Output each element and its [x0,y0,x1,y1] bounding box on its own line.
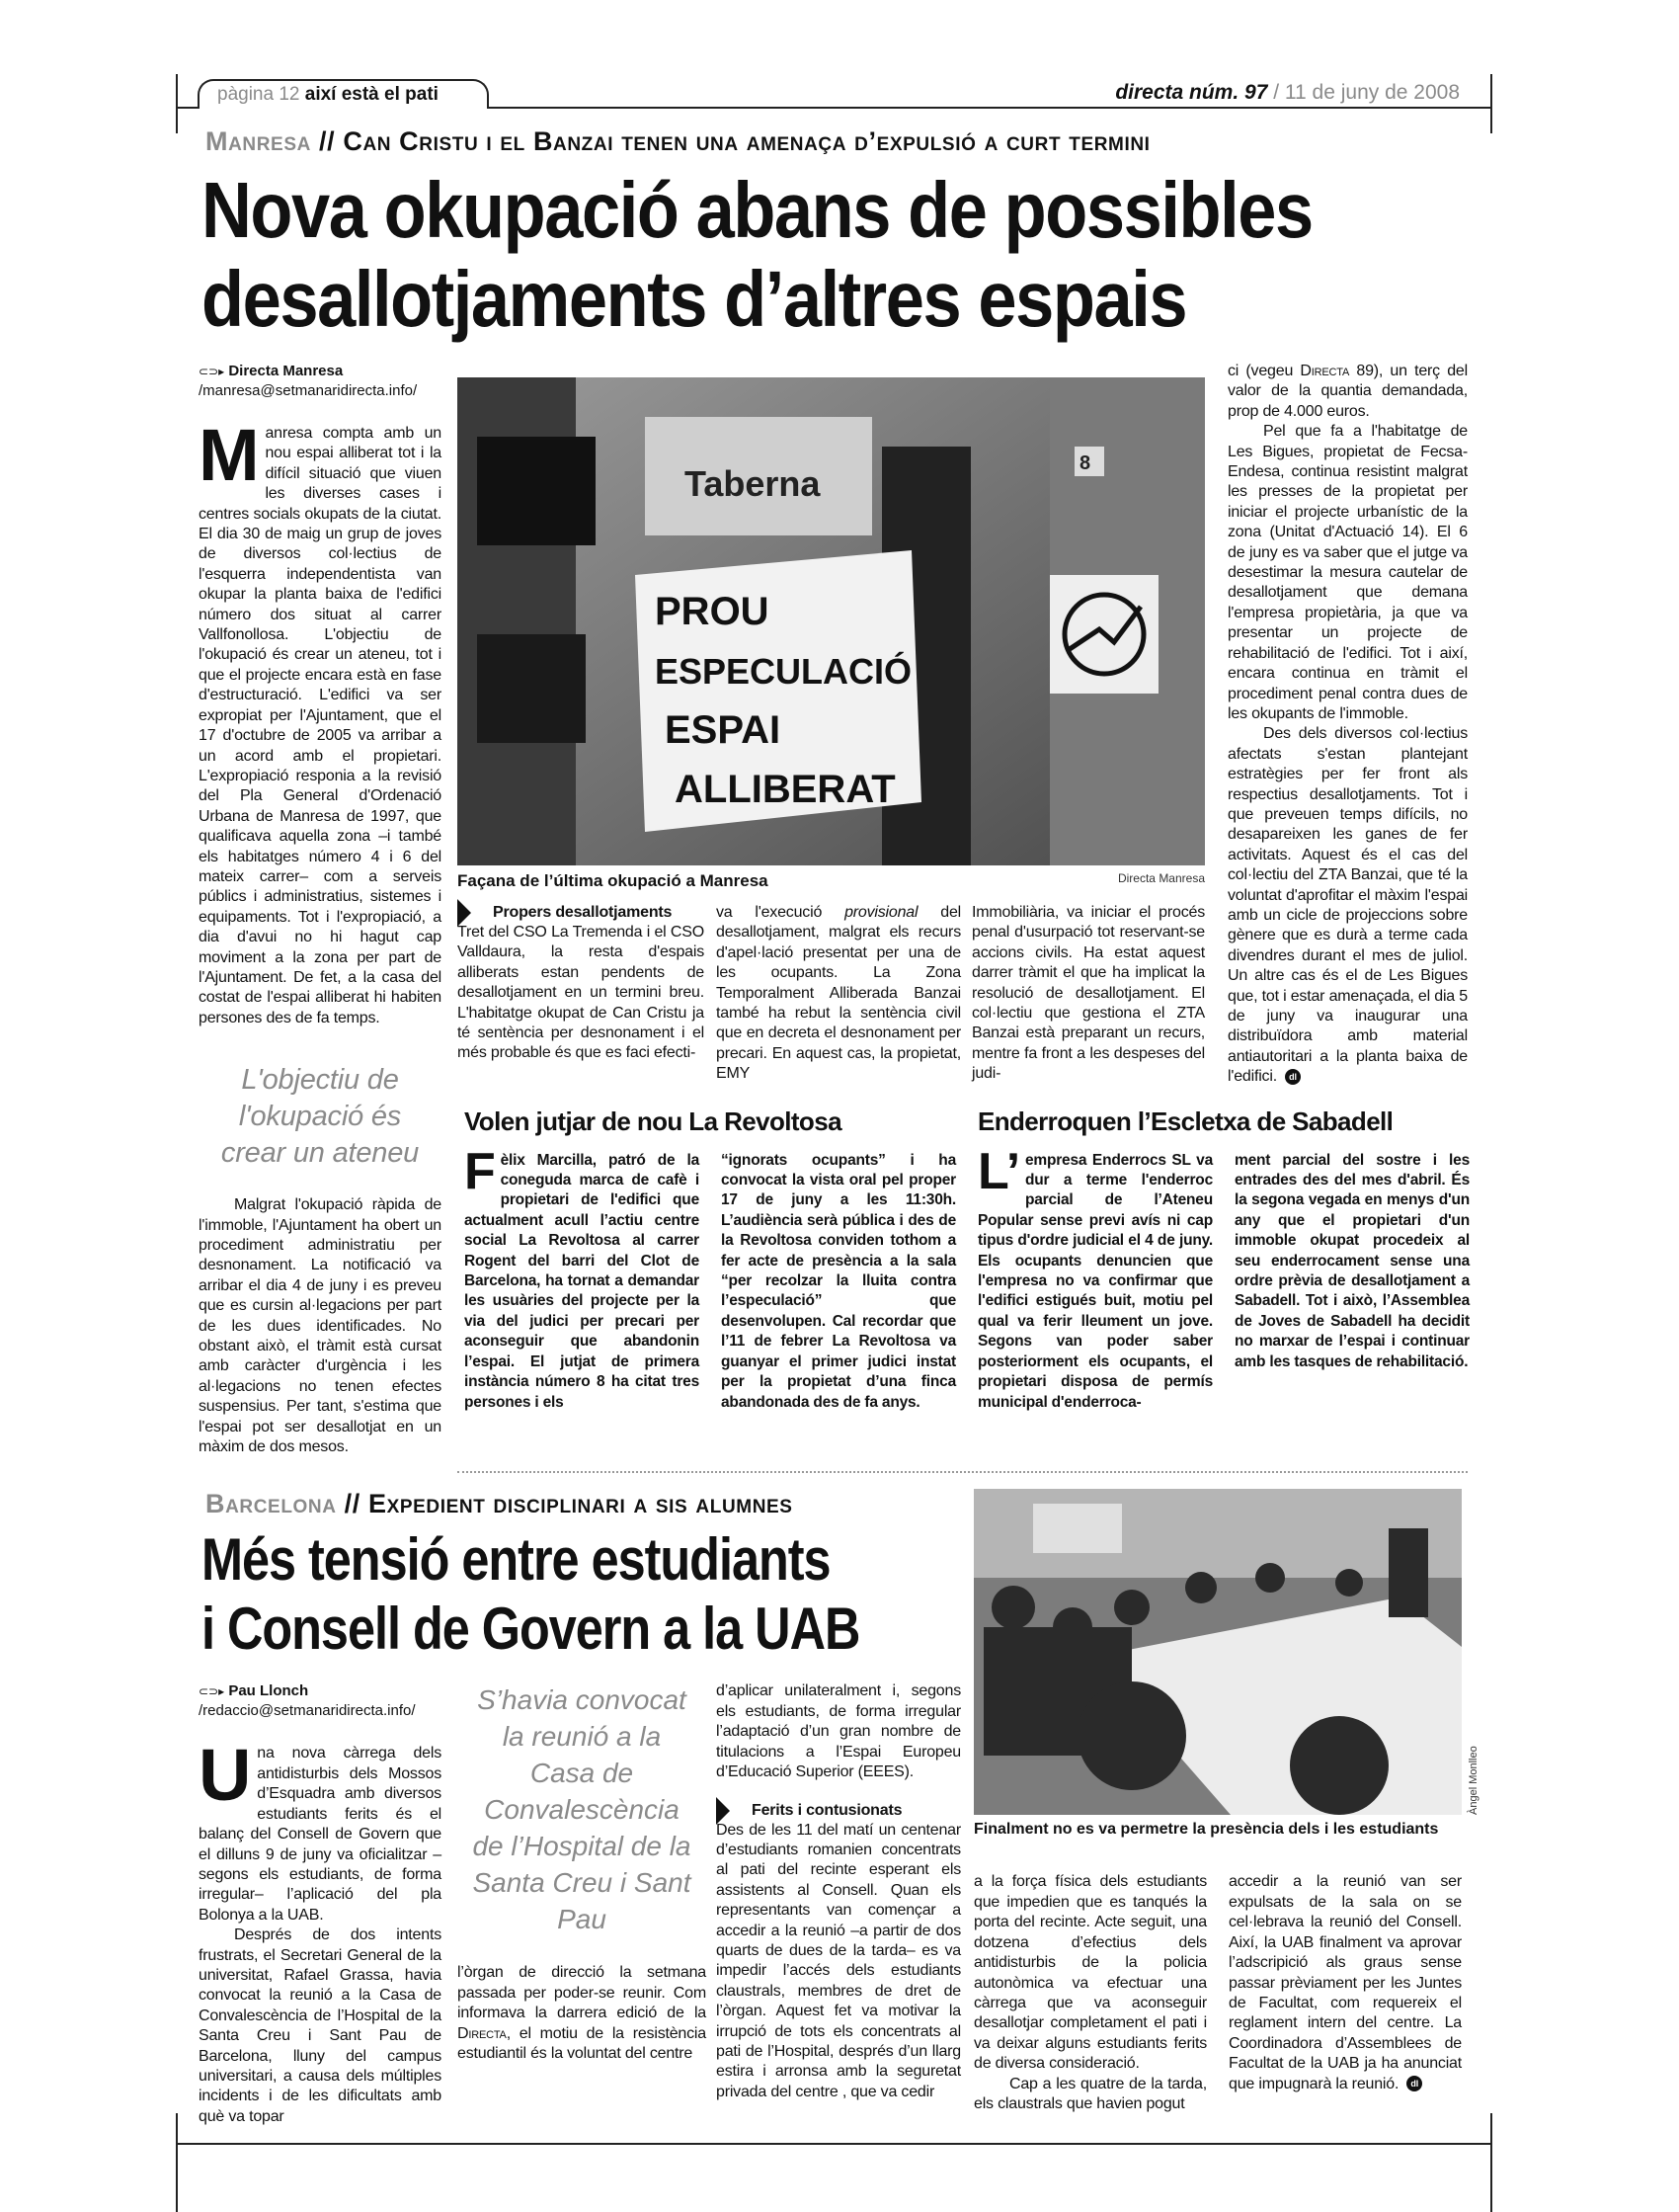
photo-credit: Directa Manresa [1117,871,1205,885]
article2-byline [199,1681,441,1720]
drop-cap: F [464,1142,496,1200]
author-name: Directa Manresa [228,363,344,379]
frame-right-bottom [1490,2113,1492,2212]
headline-line: desallotjaments d’altres espais [201,255,1187,343]
publication-issue: directa núm. 97 [1115,81,1268,104]
meeting-image [974,1489,1462,1815]
drop-cap: U [199,1734,252,1817]
article1-col1 [199,362,441,1457]
paragraph: “ignorats ocupants” i ha convocat la vista oral pel proper 17 de juny a les 11:30h. L’audiència serà pública i des de la Revoltosa conviden tothom a fer acte de presència a la sala “per recolzar la lluita contra l’especulació” que desenvolupen. Cal recordar que l’11 de febrer La Revoltosa va guanyar el primer judici instat per la propietat d’una finca abandonada des de fa anys. [721,1151,956,1411]
footer-area [199,2143,1468,2182]
subhead-text: Propers desallotjaments [493,904,673,921]
photo-meeting [974,1489,1462,1815]
page-section-tab [198,79,489,109]
photo-caption: Façana de l’última okupació a Manresa [457,871,768,890]
subhead-text: Ferits i contusionats [752,1801,903,1819]
paragraph: Des de les 11 del matí un centenar d’estudiants romanien concentrats al pati del recinte esperant els assistents al Consell. Quan els representants van començar a accedir a la reunió –a partir de dos quarts de dues de la tarda– es va impedir l’accés dels estudiants claustrals, membres de dret de l’òrgan. Aquest fet va motivar la irrupció de tots els concentrats al pati de l’Hospital, després d’un llarg estira i arronsa amb la seguretat privada del centre , que va cedir [716,1821,961,2100]
article2-col2 [457,1681,706,2064]
article2-col1 [199,1681,441,2127]
text: , el motiu de la resistència estudiantil és la voluntat del centre [457,2024,706,2063]
text: del desallotjament, malgrat els recurs d'apel·lació presentat per una de les ocupants. La Zona Temporalment Alliberada Banzai també ha rebut la sentència civil que en decreta el desnonament per precari. En aquest cas, la propietat, EMY [716,904,962,1083]
paragraph: a la força física dels estudiants que impedien que es tanqués la porta del recinte. Acte seguit, una dotzena d’efectius dels antidisturbis de la policia autonòmica va efectuar una càrrega que va aconseguir desallotjar completament el pati i va deixar alguns estudiants ferits de diversa consideració. [974,1873,1207,2073]
subhead [716,1801,961,1821]
frame-right-top [1490,74,1492,133]
issue-date: / 11 de juny de 2008 [1273,81,1460,104]
headline-line: i Consell de Govern a la UAB [201,1596,860,1663]
page-number: pàgina 12 [217,84,300,105]
headline-line: Nova okupació abans de possibles [201,166,1313,254]
author-arrow-icon: ⊂⊃▸ [199,1684,225,1699]
kicker-place: Barcelona [205,1489,337,1519]
paragraph: Després de dos intents frustrats, el Secretari General de la universitat, Rafael Grassa, havia convocat la reunió a la Casa de Convalescència de l’Hospital de la Santa Creu i Sant Pau de Barcelona, lluny del campus universitari, a causa dels múltiples incidents i de les dificultats amb què va topar [199,1926,441,2125]
article2-left [199,1489,961,2127]
paragraph: èlix Marcilla, patró de la coneguda marca de cafè i propietari de l'edifici que actualment acull l’actiu centre social La Revoltosa al carrer Rogent del barri del Clot de Barcelona, ha tornat a demandar les usuàries del projecte per la via del judici per precari per aconseguir que abandonin l’espai. El jutjat de primera instància número 8 ha citat tres persones i els [464,1151,699,1411]
article2-headline [201,1525,860,1664]
paragraph: Des dels diversos col·lectius afectats s'estan plantejant estratègies per fer front als respectius desallotjaments. Tot i que preveuen temps difícils, no desapareixen les ganes de fer activitats. Aquest és el cas del col·lectiu del ZTA Banzai, que té la voluntat d'aprofitar el màxim l'espai amb un cicle de projeccions sobre gènere que es durà a terme cada divendres durant el mes de juliol. Un altre cas és el de Les Bigues que, tot i estar amenaçada, el dia 5 de juny va inaugurar una distribuïdora amb material antiautoritari a la planta baixa de l'edifici. [1228,725,1468,1086]
paragraph: empresa Enderrocs SL va dur a terme l'enderroc parcial de l’Ateneu Popular sense previ avís ni cap tipus d'ordre judicial el 4 de juny. Els ocupants denuncien que l'empresa no va confirmar que l'edifici estigués buit, motiu pel qual va ferir lleument un jove. Segons van poder saber posteriorment els ocupants, el propietari disposa de permís municipal d'enderroca- [978,1151,1213,1411]
kicker-separator: // [319,126,336,156]
photo-credit: Àngel Monlleo [1468,1746,1479,1816]
brief2 [978,1106,1470,1413]
drop-cap: L’ [978,1142,1020,1200]
end-mark-icon: dl [1406,2076,1422,2091]
brief2-col2 [1235,1151,1470,1372]
arrow-marker-icon [457,899,471,927]
text: l’òrgan de direcció la setmana passada per poder-se reunir. Com informava la darrera edició de la [457,1964,706,2022]
photo-meeting-wrap [974,1489,1479,1816]
arrow-marker-icon [716,1797,730,1825]
footer-rule [176,2143,1492,2145]
article2-col4 [974,1872,1207,2114]
brief1-col1 [464,1142,699,1413]
photo-door-number: 8 [1079,452,1091,474]
article1-kicker [205,126,1151,157]
article1-photo-block [457,362,1205,1085]
page-flow [199,362,1479,2182]
photo-caption: Finalment no es va permetre la presència dels i les estudiants [974,1821,1439,1839]
text: 89), un terç del valor de la quantia demandada, prop de 4.000 euros. [1228,363,1468,420]
brief1 [457,1106,959,1413]
author-name: Pau Llonch [228,1682,309,1700]
brief1-title: Volen jutjar de nou La Revoltosa [464,1106,841,1136]
brief2-col1 [978,1142,1213,1413]
banner-text: PROU [655,590,769,633]
paragraph: na nova càrrega dels antidisturbis dels Mossos d’Esquadra amb diversos estudiants ferits és el balanç del Consell de Govern que el dilluns 9 de juny va oficialitzar –segons els estudiants, de forma irregular– l’aplicació del pla Bolonya a la UAB. [199,1745,441,1924]
paragraph: Cap a les quatre de la tarda, els claustrals que havien pogut [974,2075,1207,2112]
banner-text: ESPECULACIÓ [655,651,913,692]
end-mark-icon: dl [1285,1069,1301,1085]
paragraph: Immobiliària, va iniciar el procés penal d'usurpació tot reservant-se accions civils. Ha estat aquest darrer tràmit el que ha implicat la resolució de desallotjament. El col·lectiu que gestiona el ZTA Banzai està preparant un recurs, mentre fa front a les despeses del judi- [972,904,1205,1083]
kicker-text: Can Cristu i el Banzai tenen una amenaça d’expulsió a curt termini [343,126,1151,156]
brief2-title: Enderroquen l’Escletxa de Sabadell [978,1106,1394,1136]
banner-text: ALLIBERAT [675,768,896,811]
paragraph: ment parcial del sostre i les entrades des del mes d'abril. És la segona vegada en menys d'un any que el propietari d'un immoble okupat procedeix al seu enderrocament sense una ordre prèvia de desallotjament a Sabadell. Tot i això, l’Assemblea de Joves de Sabadell ha decidit no marxar de l’espai i continuar amb les tasques de rehabilitació. [1235,1151,1470,1370]
article2-col3 [716,1681,961,2102]
paragraph: anresa compta amb un nou espai alliberat tot i la difícil situació que viuen les diverses cases i centres socials okupats de la ciutat. El dia 30 de maig un grup de joves de diversos col·lectius de l'esquerra independentista van okupar la planta baixa de l'edifici número dos situat al carrer Vallfonollosa. L'objectiu de l'okupació és crear un ateneu, tot i que el projecte encara està en fase d'estructuració. L'edifici va ser expropiat per l'Ajuntament, que el 17 d'octubre de 2005 va arribar a un acord amb el propietari. L'expropiació responia a la revisió del Pla General d'Ordenació Urbana de Manresa de 1997, que qualificava aquella zona –i també els habitatges número 4 i 6 del mateix carrer– com a serveis públics i administratius, sistemes i equipaments. Tot i l'expropiació, a dia d'avui no hi hagut cap moviment a la zona per part de l'Ajuntament. De fet, a la casa del costat de l'espai alliberat hi habiten persones des de fa temps. [199,425,441,1026]
photo-sign-text: Taberna [684,463,821,504]
facade-image [457,377,1205,865]
article1-col3 [716,903,961,1085]
publication-ref: Directa [1300,363,1350,379]
frame-left-bottom [176,2113,178,2212]
article1-col4 [972,903,1205,1085]
article1-section [199,362,1468,1457]
pull-quote: L'objectiu de l'okupació és crear un ateneu [220,1064,420,1170]
kicker-place: Manresa [205,126,311,156]
paragraph: Malgrat l'okupació ràpida de l'immoble, l'Ajuntament ha obert un procediment administratiu per desnonament. La notificació va arribar el dia 4 de juny i es preveu que es cursin al·legacions per part de les dues identificades. No obstant això, el tràmit està cursat amb caràcter d'urgència i les al·legacions no tenen efectes suspensius. Per tant, s'estima que l'espai pot ser desallotjat en un màxim de dos mesos. [199,1196,441,1456]
drop-cap: M [199,414,260,496]
article1-col2 [457,903,704,1064]
article1-byline [199,362,441,400]
briefs-row [457,1106,1468,1413]
kicker-text: Expedient disciplinari a sis alumnes [367,1489,793,1519]
author-arrow-icon: ⊂⊃▸ [199,365,225,378]
article2-col5 [1229,1872,1462,2093]
article1-col5 [1228,362,1468,1088]
article2-kicker [199,1489,961,1519]
frame-left-top [176,74,178,133]
photo-facade [457,377,1205,865]
subhead [457,903,704,923]
paragraph: d’aplicar unilateralment i, segons els estudiants, de forma irregular l’adaptació d’un gran nombre de titulacions a l’Espai Europeu d’Educació Superior (EEES). [716,1682,961,1781]
brief1-col2 [721,1151,956,1413]
article1-right [457,362,1468,1413]
author-email[interactable]: /redaccio@setmanaridirecta.info/ [199,1702,416,1720]
paragraph: accedir a la reunió van ser expulsats de la sala on se cel·lebrava la reunió del Consell. Així, la UAB finalment va aprovar l’adscripició als graus sense passar prèviament per les Juntes de Facultat, com requereix el reglament intern del centre. La Coordinadora d’Assemblees de Facultat de la UAB ja ha anunciat que impugnarà la reunió. [1229,1873,1462,2092]
issue-info [1115,81,1460,105]
photo-caption-row [457,871,1205,891]
text: va l'execució [716,904,845,921]
publication-ref: Directa [457,2024,507,2042]
author-email[interactable]: /manresa@setmanaridirecta.info/ [199,382,418,399]
banner-text: ESPAI [665,708,781,752]
headline-line: Més tensió entre estudiants [201,1526,831,1594]
article1-headline [201,166,1313,344]
paragraph: Pel que fa a l'habitatge de Les Bigues, propietat de Fecsa-Endesa, continua resistint malgrat les presses de la propietat per iniciar el projecte urbanístic de la zona (Unitat d'Actuació 14). El 6 de juny es va saber que el jutge va desestimar la mesura cautelar de desallotjament que demana l'empresa propietària, ja que va presentar un projecte de rehabilitació de l'edifici. Tot i així, encara continua en tràmit el procediment penal contra dues de les okupants de l'immoble. [1228,423,1468,722]
paragraph: Tret del CSO La Tremenda i el CSO Valldaura, la resta d'espais alliberats estan pendents de desallotjament en un termini breu. L'habitatge okupat de Can Cristu ja té sentència per desnonament i el més probable és que es faci efecti- [457,924,704,1062]
article2-section [199,1489,1479,2127]
section-name: així està el pati [304,84,439,105]
section-divider [457,1471,1468,1473]
article2-right [974,1489,1479,2114]
pull-quote: S’havia convocat la reunió a la Casa de Convalescència de l’Hospital de la Santa Creu i Sant Pau [472,1684,691,1935]
kicker-separator: // [344,1489,360,1519]
text: ci (vegeu [1228,363,1301,379]
emphasis: provisional [844,904,919,921]
